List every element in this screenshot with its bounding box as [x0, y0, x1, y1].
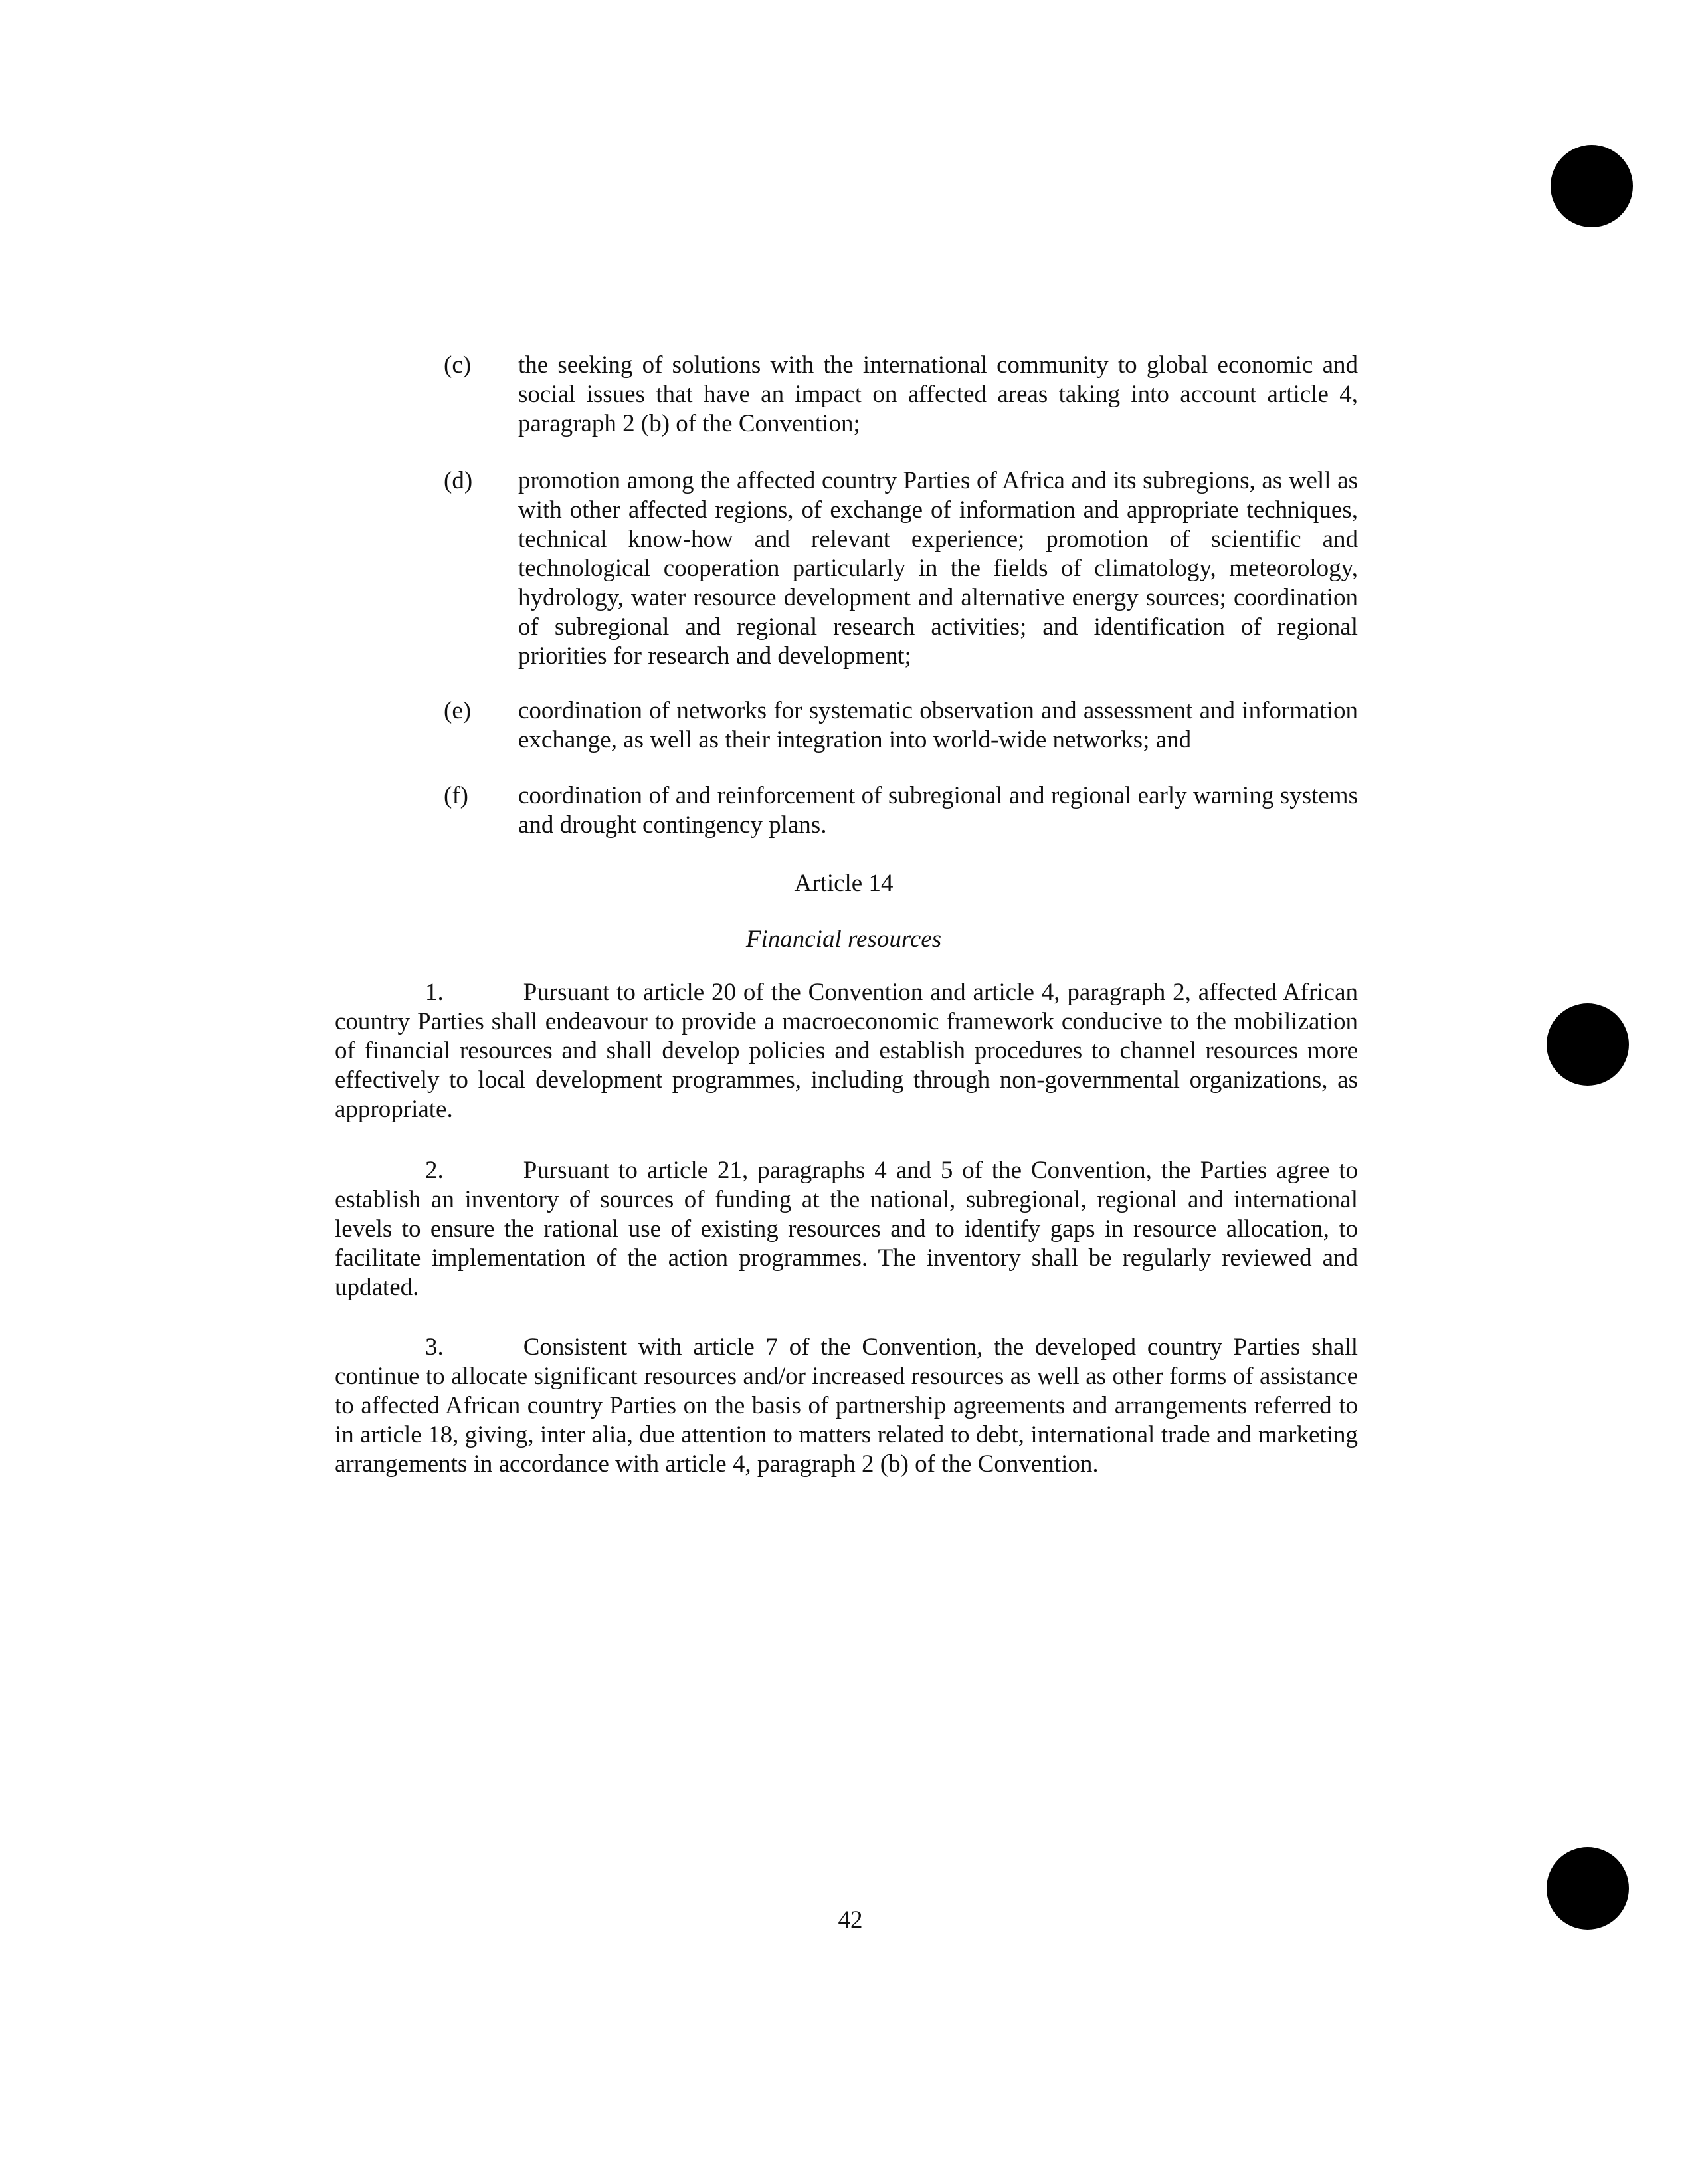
paragraph-text: Consistent with article 7 of the Convention, the developed country Parties shall continue to allocate significant resources and/or increased resources as well as other forms of assistance to affected African country Parties on the basis of partnership agreements and arrangements referred to in article 18, giving, inter alia, due attention to matters related to debt, international trade and marketing arrangements in accordance with article 4, paragraph 2 (b) of the Convention.: [335, 1334, 1358, 1478]
article-title: Financial resources: [745, 926, 942, 953]
list-item-label: (f): [444, 782, 468, 809]
paragraph-number: 1.: [425, 979, 444, 1006]
paragraph-1: [335, 978, 1358, 1124]
list-item-label: (e): [444, 697, 472, 724]
paragraph-text: Pursuant to article 20 of the Convention and article 4, paragraph 2, affected African country Parties shall endeavour to provide a macroeconomic framework conducive to the mobilization of financial resources and shall develop policies and establish procedures to channel resources more effectively to local development programmes, including through non-governmental organizations, as appropriate.: [335, 979, 1358, 1123]
paragraph-number: 2.: [425, 1157, 444, 1184]
paragraph-number: 3.: [425, 1334, 444, 1361]
paragraph-2: [335, 1156, 1358, 1302]
paragraph-3: [335, 1333, 1358, 1479]
paragraph-text: Pursuant to article 21, paragraphs 4 and 5 of the Convention, the Parties agree to establish an inventory of sources of funding at the national, subregional, regional and international levels to ensure the rational use of existing resources and to identify gaps in resource allocation, to facilitate implementation of the action programmes. The inventory shall be regularly reviewed and updated.: [335, 1157, 1358, 1301]
article-number: Article 14: [794, 870, 894, 897]
punch-hole-top: [1551, 145, 1633, 227]
punch-hole-middle: [1547, 1003, 1629, 1086]
punch-hole-bottom: [1547, 1847, 1629, 1930]
list-item-text: coordination of and reinforcement of subregional and regional early warning systems and drought contingency plans.: [518, 782, 1358, 839]
list-item-label: (c): [444, 351, 472, 379]
list-item-label: (d): [444, 467, 473, 494]
list-item-text: the seeking of solutions with the international community to global economic and social issues that have an impact on affected areas taking into account article 4, paragraph 2 (b) of the Convention;: [518, 351, 1358, 437]
page-number: 42: [838, 1906, 863, 1934]
list-item-text: coordination of networks for systematic observation and assessment and information exchange, as well as their integration into world-wide networks; and: [518, 697, 1358, 753]
list-item-text: promotion among the affected country Parties of Africa and its subregions, as well as with other affected regions, of exchange of information and appropriate techniques, technical know-how and relevant experience; promotion of scientific and technological cooperation particularly in the fields of climatology, meteorology, hydrology, water resource development and alternative energy sources; coordination of subregional and regional research activities; and identification of regional priorities for research and development;: [518, 467, 1358, 670]
